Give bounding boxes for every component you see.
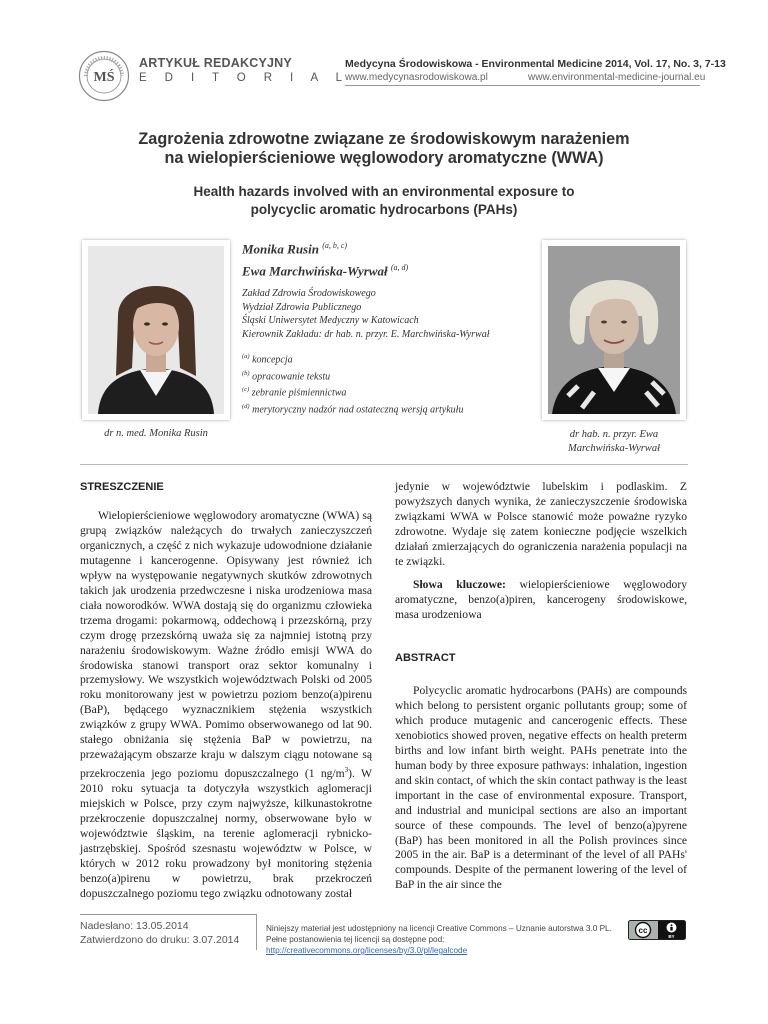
received-date: Nadesłano: 13.05.2014 (80, 920, 189, 932)
affiliation: Zakład Zdrowia Środowiskowego Wydział Zdrowia Publicznego Śląski Uniwersytet Medyczny w Katowicach Kierownik Zakładu: dr hab. n. przyr. E. Marchwińska-Wyrwał (242, 288, 490, 340)
author-name: Ewa Marchwińska-Wyrwał $^{(a, d)}$ (242, 263, 409, 279)
contribution-item: $^{(a)}$ koncepcja (242, 353, 293, 366)
author-name: Monika Rusin $^{(a, b, c)}$ (242, 241, 348, 257)
journal-citation: Medycyna Środowiskowa - Environmental Medicine 2014, Vol. 17, No. 3, 7-13 (345, 58, 726, 70)
keywords: Słowa kluczowe: wielopierścieniowe węglowodory aromatyczne, benzo(a)piren, kancerogeny środowiskowe, masa urodzeniowa (395, 578, 687, 621)
contribution-item: $^{(c)}$ zebranie piśmiennictwa (242, 386, 347, 399)
license-notice: Niniejszy materiał jest udostępniony na licencji Creative Commons – Uznanie autorstwa 3.0 PL. Pełne postanowienia tej licencji są dostępne pod: http://creativecommons.org/licenses/by/3.0/pl/legalcode (266, 924, 612, 955)
section-divider (80, 464, 688, 465)
website-en-link[interactable]: www.environmental-medicine-journal.eu (528, 72, 706, 83)
title-polish: Zagrożenia zdrowotne związane ze środowiskowym narażeniem na wielopierścieniowe węglowodory aromatyczne (WWA) (138, 130, 630, 167)
streszczenie-body-left: Wielopierścieniowe węglowodory aromatyczne (WWA) są grupą związków należących do trwałych zanieczyszczeń organicznych, a część z nich wykazuje udowodnione działanie mutagenne i kancerogenne. Opisywany jest również ich wpływ na występowanie negatywnych skutków zdrowotnych takich jak urodzenia przedwczesne i niska urodzeniowa masa ciała noworodków. WWA dostają się do organizmu człowieka trzema drogami: pokarmową, oddechową i przezskórną, przy czym drogę przezskórną uważa się za najmniej istotną przy narażeniu środowiskowym. Ważne źródło emisji WWA do środowiska stanowi transport oraz sektor komunalny i przemysłowy. We wszystkich województwach Polski od 2005 roku monitorowany jest w powietrzu poziom benzo(a)pirenu (BaP), będącego wyznacznikiem stężenia wszystkich związków z grupy WWA. Pomimo obserwowanego od lat 90. stałego obniżania się stężenia BaP w powietrzu, na przeważającym obszarze kraju w dalszym ciągu notowane są przekroczenia jego poziomu dopuszczalnego (1 $ng/m^3$). W 2010 roku sytuacja ta dotyczyła wszystkich aglomeracji miejskich w Polsce, przy czym najwyższe, kilkunastokrotne przekroczenie dopuszczalnej normy, obserwowane było w województwie śląskim, na terenie aglomeracji rybnicko-jastrzębskiej. Spośród szesnastu województw w Polsce, w których w 2012 roku prowadzony był monitoring stężenia benzo(a)pirenu w powietrzu, brak przekroczeń dopuszczalnego poziomu tego związku odnotowany został (80, 509, 372, 900)
photo-caption-right: dr hab. n. przyr. Ewa Marchwińska-Wyrwał (568, 429, 660, 454)
streszczenie-heading: STRESZCZENIE (80, 481, 164, 493)
author-photo-rusin (82, 240, 230, 420)
journal-logo (78, 50, 130, 102)
portrait-image (548, 246, 680, 414)
accepted-date: Zatwierdzono do druku: 3.07.2014 (80, 934, 240, 946)
license-link[interactable]: http://creativecommons.org/licenses/by/3.0/pl/legalcode (266, 946, 468, 955)
title-english: Health hazards involved with an environmental exposure to polycyclic aromatic hydrocarbons (PAHs) (193, 184, 575, 217)
author-list (242, 236, 408, 281)
abstract-heading: ABSTRACT (395, 652, 456, 664)
author-contributions (242, 350, 463, 417)
section-label-en: E D I T O R I A L (139, 72, 350, 84)
footer-divider (80, 914, 256, 915)
section-label: ARTYKUŁ REDAKCYJNY (139, 56, 292, 70)
contribution-item: $^{(b)}$ opracowanie tekstu (242, 369, 331, 382)
contribution-item: $^{(d)}$ merytoryczny nadzór nad ostateczną wersją artykułu (242, 402, 464, 416)
cc-by-badge[interactable] (628, 920, 686, 940)
cc-icon: cc (638, 926, 648, 935)
photo-caption-left: dr n. med. Monika Rusin (104, 428, 208, 439)
author-photo-marchwinska (542, 240, 686, 420)
by-icon: BY (668, 934, 675, 939)
streszczenie-body-right: jedynie w województwie lubelskim i podlaskim. Z powyższych danych wynika, że zanieczyszczenie środowiska związkami WWA w Polsce stanowić może poważne ryzyko zdrowotne. Wydaje się zatem konieczne podjęcie wszelkich działań zmierzających do ograniczenia narażenia populacji na te związki. (395, 480, 687, 568)
website-pl-link[interactable]: www.medycynasrodowiskowa.pl (345, 72, 488, 83)
header-divider (345, 85, 700, 86)
abstract-body: Polycyclic aromatic hydrocarbons (PAHs) are compounds which belong to persistent organic pollutants group; some of which produce mutagenic and cancerogenic effects. These xenobiotics showed proven, negative effects on health preterm births and low infant birth weight. PAHs penetrate into the human body by three exposure pathways: inhalation, ingestion and skin contact, of which the skin contact pathway is the least important in the case of environmental exposure. Transport, and industrial and municipal sections are also an important source of these compounds. The level of benzo(a)pyrene (BaP) has been monitored in all the Polish provinces since 2005 in the air. BaP is a determinant of the level of all PAHs' compounds. Despite of the permanent lowering of the level of BaP in the air since the (395, 684, 687, 892)
logo-monogram: MŚ (93, 70, 115, 85)
portrait-image (88, 246, 224, 414)
footer-vertical-divider (256, 914, 257, 950)
